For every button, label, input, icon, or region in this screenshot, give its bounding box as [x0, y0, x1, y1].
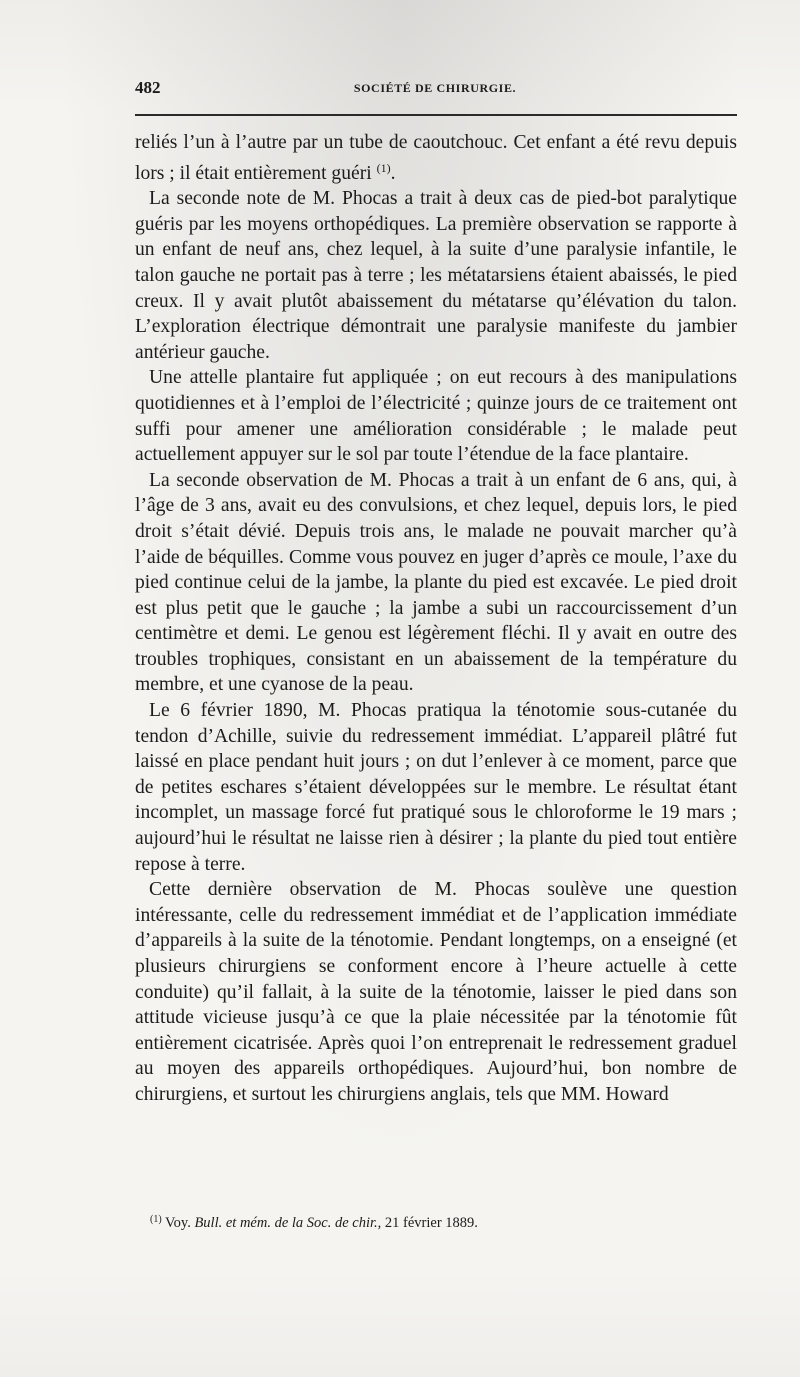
paragraph: Le 6 février 1890, M. Phocas pratiqua la ténotomie sous-cutanée du tendon d’Achille, suivie du redressement immédiat. L’appareil plâtré fut laissé en place pendant huit jours ; on dut l’enlever à ce moment, parce que de petites eschares s’étaient développées sur le membre. Le résultat étant incomplet, un massage forcé fut pratiqué sous le chloroforme le 19 mars ; aujourd’hui le résultat ne laisse rien à désirer ; la plante du pied tout entière repose à terre.	[135, 700, 737, 875]
running-title: SOCIÉTÉ DE CHIRURGIE.	[353, 81, 517, 95]
body-text	[135, 130, 737, 1108]
footnote: $^{(1)}$ Voy. Bull. et mém. de la Soc. de chir., 21 février 1889.	[150, 1214, 478, 1231]
page-header	[135, 78, 735, 104]
footnote-mark: (1)	[150, 1214, 162, 1225]
footnote-citation: Bull. et mém. de la Soc. de chir.	[194, 1215, 378, 1231]
paragraph-continuation: reliés l’un à l’autre par un tube de caoutchouc. Cet enfant a été revu depuis lors ; il était entièrement guéri $^{(1)}$.	[135, 132, 737, 184]
paragraph: Cette dernière observation de M. Phocas soulève une question intéressante, celle du redressement immédiat et de l’application immédiate d’appareils à la suite de la ténotomie. Pendant longtemps, on a enseigné (et plusieurs chirurgiens se conforment encore à l’heure actuelle à cette conduite) qu’il fallait, à la suite de la ténotomie, laisser le pied dans son attitude vicieuse jusqu’à ce que la plaie nécessitée par la ténotomie fût entièrement cicatrisée. Après quoi l’on entreprenait le redressement graduel au moyen des appareils orthopédiques. Aujourd’hui, bon nombre de chirurgiens, et surtout les chirurgiens anglais, tels que MM. Howard	[135, 879, 737, 1105]
header-rule	[135, 114, 737, 116]
page-number: 482	[135, 78, 161, 97]
paragraph: La seconde observation de M. Phocas a trait à un enfant de 6 ans, qui, à l’âge de 3 ans, avait eu des convulsions, et chez lequel, depuis lors, le pied droit s’était dévié. Depuis trois ans, le malade ne pouvait marcher qu’à l’aide de béquilles. Comme vous pouvez en juger d’après ce moule, l’axe du pied continue celui de la jambe, la plante du pied est excavée. Le pied droit est plus petit que le gauche ; la jambe a subi un raccourcissement d’un centimètre et demi. Le genou est légèrement fléchi. Il y avait en outre des troubles trophiques, consistant en un abaissement de la température du membre, et une cyanose de la peau.	[135, 469, 737, 696]
paragraph: La seconde note de M. Phocas a trait à deux cas de pied-bot paralytique guéris par les moyens orthopédiques. La première observation se rapporte à un enfant de neuf ans, chez lequel, à la suite d’une paralysie infantile, le talon gauche ne portait pas à terre ; les métatarsiens étaient abaissés, le pied creux. Il y avait plutôt abaissement du métatarse qu’élévation du talon. L’exploration électrique démontrait une paralysie manifeste du jambier antérieur gauche.	[135, 188, 737, 363]
paragraph: Une attelle plantaire fut appliquée ; on eut recours à des manipulations quotidiennes et à l’emploi de l’électricité ; quinze jours de ce traitement ont suffi pour amener une amélioration considérable ; le malade peut actuellement appuyer sur le sol par toute l’étendue de la face plantaire.	[135, 367, 737, 466]
footnote-reference-mark: (1)	[376, 160, 391, 175]
